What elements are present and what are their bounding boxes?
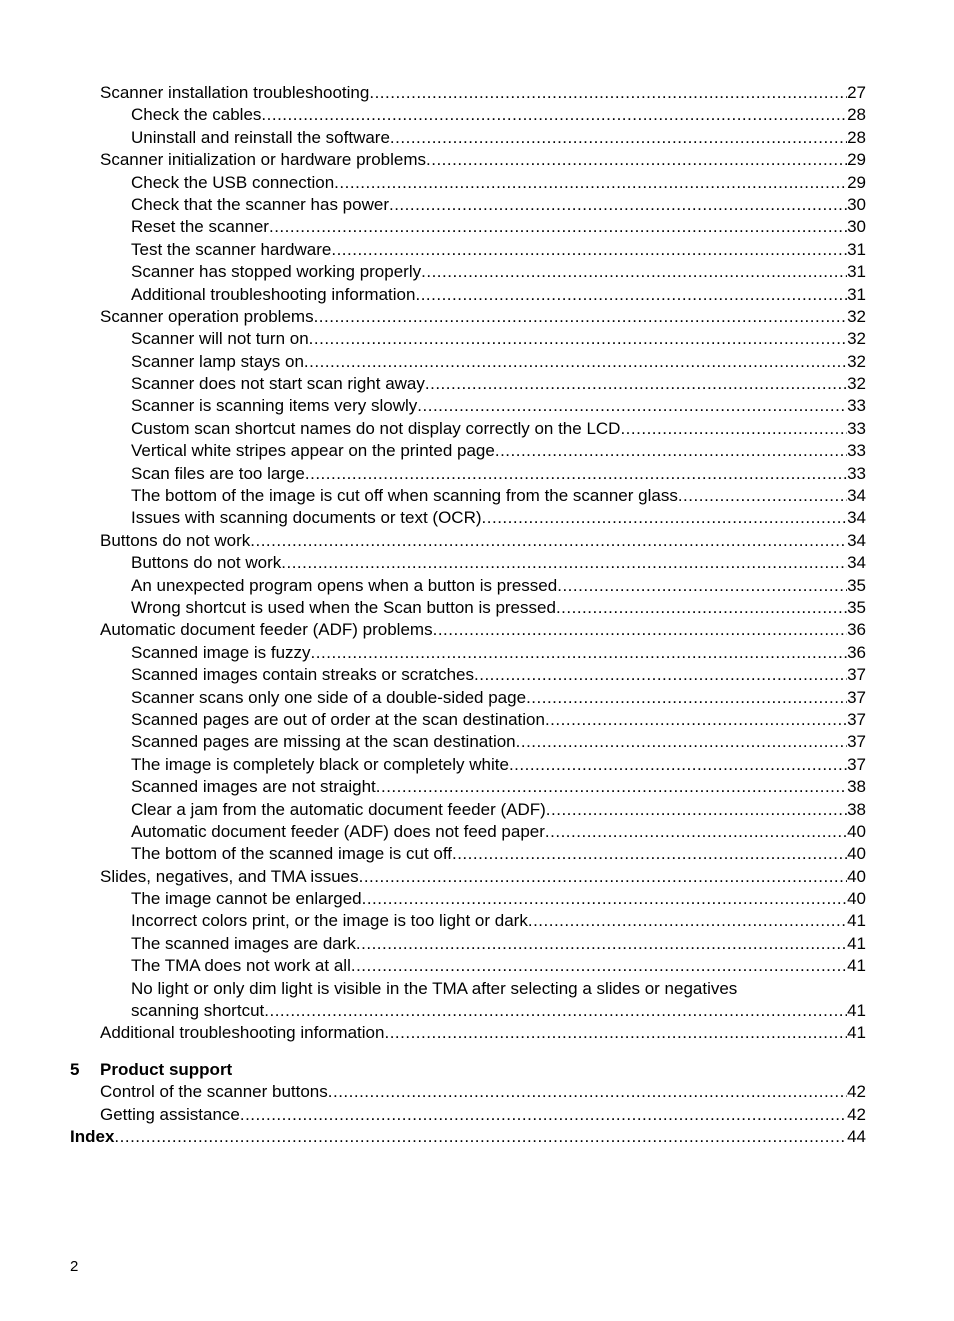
dot-leader	[546, 799, 847, 821]
toc-entry-page: 42	[847, 1104, 866, 1124]
dot-leader	[526, 687, 847, 709]
dot-leader	[452, 843, 847, 865]
toc-entry[interactable]	[70, 530, 866, 552]
toc-entry[interactable]	[70, 910, 866, 932]
dot-leader	[495, 440, 847, 462]
toc-entry-title: Control of the scanner buttons	[100, 1082, 328, 1102]
toc-entry-title: Check that the scanner has power	[131, 194, 389, 214]
toc-entry[interactable]	[70, 261, 866, 283]
chapter-number: 5	[70, 1059, 80, 1079]
dot-leader	[351, 955, 847, 977]
toc-entry-title: Scanner will not turn on	[131, 329, 309, 349]
toc-entry-page: 29	[847, 172, 866, 192]
toc-entry-title: Scanner is scanning items very slowly	[131, 396, 418, 416]
toc-entry-title: Wrong shortcut is used when the Scan button is pressed	[131, 597, 556, 617]
toc-entry-title: Automatic document feeder (ADF) does not feed paper	[131, 821, 545, 841]
toc-entry[interactable]	[70, 463, 866, 485]
toc-entry-title: Buttons do not work	[100, 530, 251, 550]
toc-entry-page: 35	[847, 597, 866, 617]
dot-leader	[359, 866, 847, 888]
toc-section-troubleshooting	[70, 82, 866, 978]
dot-leader	[362, 888, 847, 910]
toc-entry-title: Buttons do not work	[131, 553, 282, 573]
dot-leader	[311, 642, 848, 664]
toc-entry-title: Test the scanner hardware	[131, 239, 332, 259]
toc-entry[interactable]	[70, 687, 866, 709]
dot-leader	[356, 933, 847, 955]
dot-leader	[421, 261, 847, 283]
dot-leader	[389, 194, 847, 216]
toc-section-product-support	[70, 1081, 866, 1126]
toc-entry[interactable]	[70, 821, 866, 843]
toc-entry-page: 32	[847, 306, 866, 326]
toc-entry-page: 37	[847, 732, 866, 752]
toc-entry-title: Check the USB connection	[131, 172, 335, 192]
toc-entry-page: 28	[847, 127, 866, 147]
toc-entry[interactable]	[70, 799, 866, 821]
dot-leader	[474, 664, 847, 686]
toc-entry-title: Scanned images are not straight	[131, 777, 376, 797]
toc-entry-title-line2: scanning shortcut	[131, 1001, 265, 1021]
toc-entry-title: Issues with scanning documents or text (OCR)	[131, 508, 482, 528]
dot-leader	[516, 731, 847, 753]
dot-leader	[425, 373, 847, 395]
toc-entry[interactable]	[70, 373, 866, 395]
dot-leader	[261, 104, 847, 126]
toc-entry[interactable]	[70, 149, 866, 171]
toc-entry[interactable]	[70, 306, 866, 328]
dot-leader	[334, 172, 847, 194]
toc-entry-page: 36	[847, 620, 866, 640]
dot-leader	[376, 776, 847, 798]
toc-entry-title: Scanner scans only one side of a double-sided page	[131, 687, 527, 707]
dot-leader	[309, 328, 847, 350]
toc-entry-title: Slides, negatives, and TMA issues	[100, 866, 359, 886]
toc-entry-title: Clear a jam from the automatic document feeder (ADF)	[131, 799, 546, 819]
toc-entry-page: 32	[847, 374, 866, 394]
toc-entry-page: 28	[847, 105, 866, 125]
toc-entry-page: 37	[847, 687, 866, 707]
toc-entry-page: 37	[847, 709, 866, 729]
dot-leader	[620, 418, 847, 440]
dot-leader	[304, 351, 847, 373]
toc-entry[interactable]	[70, 395, 866, 417]
toc-entry-page: 34	[847, 486, 866, 506]
toc-entry-page: 44	[847, 1126, 866, 1146]
dot-leader	[314, 306, 848, 328]
toc-entry-title: Scanner does not start scan right away	[131, 374, 425, 394]
toc-entry-page: 40	[847, 889, 866, 909]
toc-entry-page: 41	[847, 933, 866, 953]
toc-entry-page: 30	[847, 217, 866, 237]
toc-entry[interactable]	[70, 1081, 866, 1103]
toc-entry-page: 42	[847, 1082, 866, 1102]
toc-entry[interactable]	[70, 776, 866, 798]
toc-entry[interactable]	[70, 82, 866, 104]
toc-entry-title: The bottom of the image is cut off when scanning from the scanner glass	[131, 486, 678, 506]
toc-entry-title: Scanner operation problems	[100, 306, 314, 326]
toc-entry[interactable]	[70, 664, 866, 686]
toc-entry-page: 34	[847, 508, 866, 528]
toc-entry-page: 32	[847, 329, 866, 349]
toc-entry-title: Vertical white stripes appear on the printed page	[131, 441, 495, 461]
dot-leader	[331, 239, 847, 261]
toc-entry-page: 37	[847, 754, 866, 774]
toc-entry-title: Scanned images contain streaks or scratches	[131, 665, 475, 685]
toc-entry-title: Reset the scanner	[131, 217, 269, 237]
dot-leader	[426, 149, 847, 171]
dot-leader	[240, 1104, 847, 1126]
toc-entry[interactable]	[70, 216, 866, 238]
toc-entry[interactable]	[70, 955, 866, 977]
dot-leader	[384, 1022, 847, 1044]
toc-entry-page: 27	[847, 83, 866, 102]
toc-entry[interactable]	[70, 194, 866, 216]
dot-leader	[269, 216, 847, 238]
toc-entry-page: 38	[847, 777, 866, 797]
toc-entry[interactable]	[70, 351, 866, 373]
toc-entry-page: 31	[847, 262, 866, 282]
dot-leader	[328, 1081, 847, 1103]
toc-entry-title: The bottom of the scanned image is cut off	[131, 844, 452, 864]
toc-entry[interactable]	[70, 619, 866, 641]
toc-entry[interactable]	[70, 284, 866, 306]
toc-entry-title: Additional troubleshooting information	[100, 1023, 385, 1043]
toc-entry[interactable]	[70, 239, 866, 261]
toc-entry-title: Scanned pages are out of order at the scan destination	[131, 709, 545, 729]
toc-entry-title: The TMA does not work at all	[131, 956, 351, 976]
toc-entry[interactable]	[70, 1104, 866, 1126]
dot-leader	[417, 395, 847, 417]
toc-entry[interactable]	[70, 933, 866, 955]
dot-leader	[415, 284, 847, 306]
toc-entry-page: 32	[847, 351, 866, 371]
dot-leader	[556, 597, 847, 619]
dot-leader	[509, 754, 847, 776]
toc-entry-page: 37	[847, 665, 866, 685]
toc-entry-title: Automatic document feeder (ADF) problems	[100, 620, 433, 640]
toc-entry[interactable]	[70, 552, 866, 574]
toc-entry-title: Uninstall and reinstall the software	[131, 127, 390, 147]
toc-entry[interactable]	[70, 440, 866, 462]
table-of-contents	[70, 82, 866, 1148]
toc-entry-title: The image is completely black or completely white	[131, 754, 509, 774]
page-number: 2	[70, 1258, 79, 1275]
dot-leader	[545, 821, 847, 843]
toc-entry-page: 40	[847, 844, 866, 864]
toc-entry[interactable]	[70, 418, 866, 440]
toc-entry[interactable]	[70, 172, 866, 194]
toc-entry-page: 34	[847, 530, 866, 550]
toc-entry-title: Additional troubleshooting information	[131, 284, 416, 304]
toc-entry-page: 30	[847, 194, 866, 214]
toc-entry[interactable]	[70, 731, 866, 753]
toc-entry-title: The scanned images are dark	[131, 933, 356, 953]
dot-leader	[114, 1126, 847, 1148]
toc-entry-page: 41	[847, 1023, 866, 1043]
toc-entry[interactable]	[70, 485, 866, 507]
toc-entry[interactable]	[70, 328, 866, 350]
toc-entry-page: 41	[847, 911, 866, 931]
toc-entry-title: Getting assistance	[100, 1104, 240, 1124]
toc-entry-title: Check the cables	[131, 105, 262, 125]
dot-leader	[482, 507, 848, 529]
toc-entry-index[interactable]	[70, 1126, 866, 1148]
toc-entry-page: 33	[847, 418, 866, 438]
toc-entry-page: 35	[847, 575, 866, 595]
toc-entry-page: 33	[847, 396, 866, 416]
toc-entry[interactable]	[70, 597, 866, 619]
dot-leader	[545, 709, 847, 731]
toc-entry-title: Scanner installation troubleshooting	[100, 83, 370, 102]
toc-entry-page: 36	[847, 642, 866, 662]
toc-entry-title-line1: No light or only dim light is visible in the TMA after selecting a slides or negatives	[131, 978, 738, 998]
toc-entry-title: Scanner has stopped working properly	[131, 262, 422, 282]
toc-entry[interactable]	[70, 888, 866, 910]
dot-leader	[264, 1000, 847, 1022]
toc-entry-page: 31	[847, 239, 866, 259]
toc-entry-title: Custom scan shortcut names do not display correctly on the LCD	[131, 418, 621, 438]
toc-entry-page: 41	[847, 1001, 866, 1021]
toc-entry[interactable]	[70, 754, 866, 776]
dot-leader	[250, 530, 847, 552]
dot-leader	[305, 463, 847, 485]
toc-entry-additional-troubleshooting[interactable]	[70, 1022, 866, 1044]
toc-entry-page: 38	[847, 799, 866, 819]
toc-entry-title: An unexpected program opens when a button is pressed	[131, 575, 558, 595]
toc-entry[interactable]	[70, 507, 866, 529]
toc-entry[interactable]	[70, 709, 866, 731]
toc-entry-page: 34	[847, 553, 866, 573]
dot-leader	[433, 619, 847, 641]
chapter-title: Product support	[100, 1059, 233, 1079]
dot-leader	[678, 485, 847, 507]
toc-entry[interactable]	[70, 642, 866, 664]
toc-entry-page: 33	[847, 441, 866, 461]
toc-entry-title: The image cannot be enlarged	[131, 889, 362, 909]
toc-entry-page: 29	[847, 150, 866, 170]
toc-entry[interactable]	[70, 866, 866, 888]
toc-entry-title: Scanned pages are missing at the scan destination	[131, 732, 516, 752]
toc-entry-title: Scan files are too large	[131, 463, 305, 483]
toc-entry-title: Scanned image is fuzzy	[131, 642, 311, 662]
toc-entry[interactable]	[70, 843, 866, 865]
dot-leader	[557, 575, 847, 597]
toc-chapter-product-support[interactable]	[70, 1059, 866, 1081]
toc-entry-page: 33	[847, 463, 866, 483]
toc-entry-title: Incorrect colors print, or the image is too light or dark	[131, 911, 528, 931]
dot-leader	[281, 552, 847, 574]
dot-leader	[369, 82, 847, 104]
toc-entry[interactable]	[70, 575, 866, 597]
toc-entry[interactable]	[70, 127, 866, 149]
toc-entry-page: 40	[847, 866, 866, 886]
toc-entry-title: Index	[70, 1126, 115, 1146]
toc-entry-tma-dim-light[interactable]	[70, 978, 866, 1023]
toc-entry-page: 41	[847, 956, 866, 976]
toc-entry[interactable]	[70, 104, 866, 126]
dot-leader	[528, 910, 847, 932]
toc-entry-title: Scanner initialization or hardware problems	[100, 150, 426, 170]
toc-entry-page: 40	[847, 821, 866, 841]
dot-leader	[390, 127, 847, 149]
toc-entry-title: Scanner lamp stays on	[131, 351, 304, 371]
toc-entry-page: 31	[847, 284, 866, 304]
